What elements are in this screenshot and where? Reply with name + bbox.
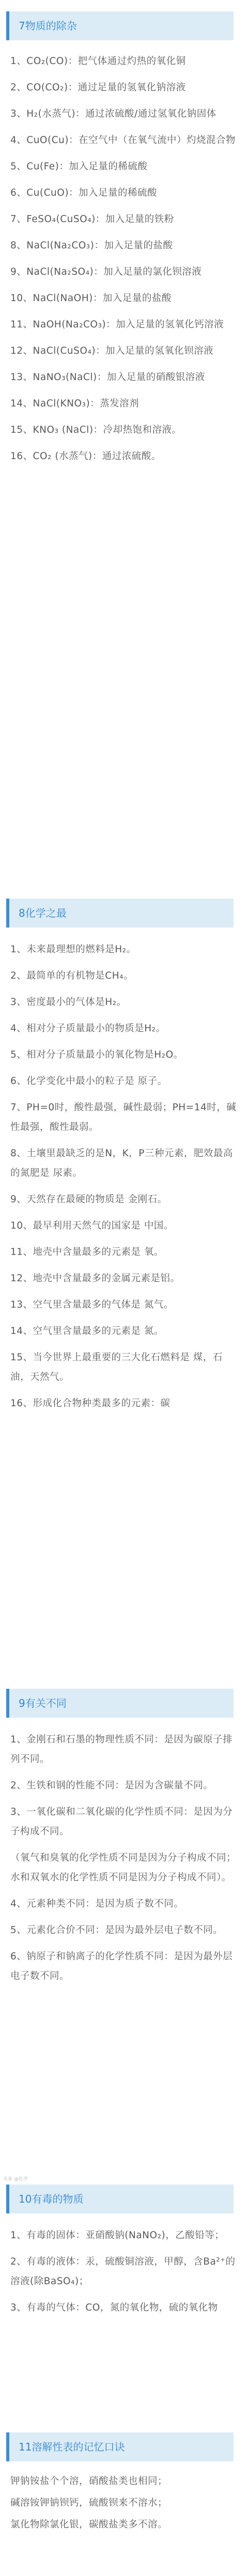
- list-item: 9、NaCl(Na₂SO₄)：加入足量的氯化钡溶液: [10, 266, 202, 277]
- section-header: [6, 1689, 234, 1718]
- section-title: 8化学之最: [19, 907, 67, 919]
- list-item: 4、相对分子质量最小的物质是H₂。: [10, 1023, 166, 1034]
- section-items: [10, 52, 240, 473]
- list-item: 16、形成化合物种类最多的元素：碳: [10, 1398, 171, 1409]
- list-item: 11、地壳中含量最多的元素是 氧。: [10, 1247, 164, 1258]
- list-item: 2、有毒的液体：汞，硫酸铜溶液，甲醇，含Ba²⁺的溶液(除BaSO₄)；: [10, 2256, 236, 2287]
- section-header: [6, 2185, 234, 2213]
- list-item: 5、相对分子质量最小的氧化物是H₂O。: [10, 1049, 183, 1060]
- list-item: 8、土壤里最缺乏的是N，K，P三种元素，肥效最高的氮肥是 尿素。: [10, 1148, 233, 1179]
- list-item: 12、地壳中含量最多的金属元素是铝。: [10, 1273, 180, 1284]
- list-item: 8、NaCl(Na₂CO₃)：加入足量的盐酸: [10, 240, 173, 251]
- list-item: 1、未来最理想的燃料是H₂。: [10, 944, 136, 955]
- list-item: 10、NaCl(NaOH)：加入足量的盐酸: [10, 293, 172, 304]
- list-item: 14、空气里含量最多的元素是 氮。: [10, 1326, 164, 1337]
- list-item: 4、元素种类不同：是因为质子数不同。: [10, 1898, 184, 1909]
- list-item: 10、最早利用天然气的国家是 中国。: [10, 1220, 174, 1231]
- list-item: 5、元素化合价不同：是因为最外层电子数不同。: [10, 1925, 223, 1936]
- watermark: 头条 @化学: [3, 2177, 28, 2182]
- section-items: [10, 2472, 240, 2537]
- list-item: 3、密度最小的气体是H₂。: [10, 997, 127, 1008]
- list-item: 13、空气里含量最多的气体是 氮气。: [10, 1299, 174, 1310]
- list-item: 4、CuO(Cu)：在空气中（在氧气流中）灼烧混合物: [10, 135, 236, 146]
- list-item: 11、NaOH(Na₂CO₃)：加入足量的氢氧化钙溶液: [10, 319, 224, 330]
- list-item: 6、Cu(CuO)：加入足量的稀硫酸: [10, 187, 158, 198]
- section-items: [10, 1730, 240, 1993]
- list-item: 碱溶铵钾钠钡钙，硫酸钡来不溶水；: [10, 2498, 168, 2508]
- section-header: [6, 11, 234, 40]
- list-item: 3、H₂(水蒸气)：通过浓硫酸/通过氢氧化钠固体: [10, 108, 216, 119]
- list-item: 3、一氧化碳和二氧化碳的化学性质不同：是因为分子构成不同。: [10, 1807, 233, 1837]
- section-header: [6, 899, 234, 928]
- list-item: 1、CO₂(CO)：把气体通过灼热的氧化铜: [10, 56, 186, 67]
- list-item: 12、NaCl(CuSO₄)：加入足量的氢氧化钡溶液: [10, 345, 214, 356]
- list-item: 7、PH=0时，酸性最强，碱性最弱；PH=14时，碱性最强，酸性最弱。: [10, 1102, 237, 1133]
- list-item: 6、钠原子和钠离子的化学性质不同：是因为最外层电子数不同。: [10, 1951, 233, 1982]
- section-header: [6, 2432, 234, 2461]
- list-item: 氯化物除氯化银，碳酸盐类多不溶。: [10, 2519, 168, 2530]
- list-item: 9、天然存在最硬的物质是 金刚石。: [10, 1194, 167, 1205]
- list-item: 2、最简单的有机物是CH₄。: [10, 970, 134, 981]
- list-item: 6、化学变化中最小的粒子是 原子。: [10, 1076, 167, 1087]
- list-item: 1、金刚石和石墨的物理性质不同：是因为碳原子排列不同。: [10, 1734, 233, 1765]
- list-item: 钾钠铵盐个个溶，硝酸盐类也相同；: [10, 2476, 168, 2487]
- list-item: 15、KNO₃ (NaCl)：冷却热饱和溶液。: [10, 425, 182, 435]
- section-title: 7物质的除杂: [19, 20, 77, 32]
- list-item: 16、CO₂ (水蒸气)：通过浓硫酸。: [10, 451, 161, 462]
- list-item: 5、Cu(Fe)：加入足量的稀硫酸: [10, 161, 148, 172]
- list-item: 2、生铁和钢的性能不同：是因为含碳量不同。: [10, 1780, 213, 1791]
- list-item: 7、FeSO₄(CuSO₄)：加入足量的铁粉: [10, 214, 174, 225]
- list-item: 1、有毒的固体：亚硝酸钠(NaNO₂)，乙酸铅等；: [10, 2230, 225, 2241]
- list-item: 13、NaNO₃(NaCl)：加入足量的硝酸银溶液: [10, 372, 205, 383]
- list-item: 2、CO(CO₂)：通过足量的氢氧化钠溶液: [10, 82, 186, 93]
- list-item: 15、当今世界上最重要的三大化石燃料是 煤，石油，天然气。: [10, 1352, 223, 1383]
- section-title: 9有关不同: [19, 1697, 67, 1709]
- section-items: [10, 940, 240, 1420]
- list-item: 3、有毒的气体：CO，氮的氧化物，硫的氧化物: [10, 2302, 218, 2313]
- list-item: （氧气和臭氧的化学性质不同是因为分子构成不同；水和双氧水的化学性质不同是因为分子构成不同）。: [10, 1852, 237, 1883]
- section-items: [10, 2226, 240, 2324]
- section-title: 11溶解性表的记忆口诀: [19, 2441, 125, 2453]
- list-item: 14、NaCl(KNO₃)：蒸发溶剂: [10, 398, 140, 409]
- section-title: 10有毒的物质: [19, 2193, 84, 2205]
